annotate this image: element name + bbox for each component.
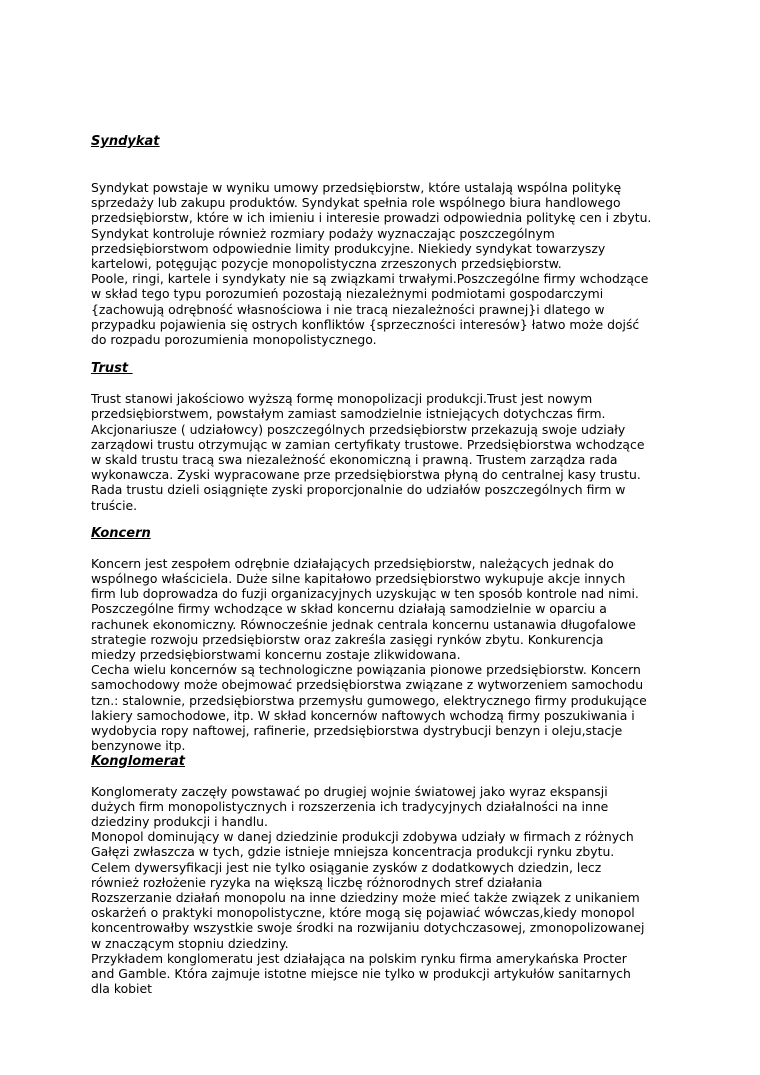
heading-syndykat: Syndykat bbox=[91, 134, 160, 149]
heading-trust: Trust bbox=[91, 361, 133, 377]
paragraph-koncern: Koncern jest zespołem odrębnie działających przedsiębiorstw, należących jednak do wspólnego właściciela. Duże silne kapitałowo przedsiębiorstwo wykupuje akcje innych firm lub doprowadza do fuzji organizacyjnych uzyskując w ten sposób kontrole nad nimi. Poszczególne firmy wchodzące w skład koncernu działają samodzielnie w oparciu a rachunek ekonomiczny. Równocześnie jednak centrala koncernu ustanawia długofalowe strategie rozwoju przedsiębiorstw oraz zakreśla zasięgi rynków zbytu. Konkurencja miedzy przedsiębiorstwami koncernu zostaje zlikwidowana. Cecha wielu koncernów są technologiczne powiązania pionowe przedsiębiorstw. Koncern samochodowy może obejmować przedsiębiorstwa związane z wytworzeniem samochodu tzn.: stalownie, przedsiębiorstwa przemysłu gumowego, elektrycznego firmy produkujące lakiery samochodowe, itp. W skład koncernów naftowych wchodzą firmy poszukiwania i wydobycia ropy naftowej, rafinerie, przedsiębiorstwa dystrybucji benzyn i oleju,stacje benzynowe itp. bbox=[91, 555, 647, 754]
heading-konglomerat: Konglomerat bbox=[91, 753, 186, 769]
heading-koncern: Koncern bbox=[91, 525, 151, 541]
document-page bbox=[91, 134, 681, 996]
paragraph-trust: Trust stanowi jakościowo wyższą formę monopolizacji produkcji.Trust jest nowym przedsiębiorstwem, powstałym zamiast samodzielnie istniejących dotychczas firm. Akcjonariusze ( udziałowcy) poszczególnych przedsiębiorstw przekazują swoje udziały zarządowi trustu otrzymując w zamian certyfikaty trustowe. Przedsiębiorstwa wchodzące w skald trustu tracą swa niezależność ekonomiczną i prawną. Trustem zarządza rada wykonawcza. Zyski wypracowane prze przedsiębiorstwa płyną do centralnej kasy trustu. Rada trustu dzieli osiągnięte zyski proporcjonalnie do udziałów poszczególnych firm w truście. bbox=[91, 391, 645, 513]
paragraph-konglomerat: Konglomeraty zaczęły powstawać po drugiej wojnie światowej jako wyraz ekspansji dużych firm monopolistycznych i rozszerzenia ich tradycyjnych działalności na inne dziedziny produkcji i handlu. Monopol dominujący w danej dziedzinie produkcji zdobywa udziały w firmach z różnych Gałęzi zwłaszcza w tych, gdzie istnieje mniejsza koncentracja produkcji rynku zbytu. Celem dywersyfikacji jest nie tylko osiąganie zysków z dodatkowych dziedzin, lecz również rozłożenie ryzyka na większą liczbę różnorodnych stref działania Rozszerzanie działań monopolu na inne dziedziny może mieć także związek z unikaniem oskarżeń o praktyki monopolistyczne, które mogą się pojawiać wówczas,kiedy monopol koncentrowałby wszystkie swoje środki na rozwijaniu dotychczasowej, zmonopolizowanej w znaczącym stopniu dziedziny. Przykładem konglomeratu jest działająca na polskim rynku firma amerykańska Procter and Gamble. Która zajmuje istotne miejsce nie tylko w produkcji artykułów sanitarnych dla kobiet bbox=[91, 783, 645, 997]
paragraph-syndykat: Syndykat powstaje w wyniku umowy przedsiębiorstw, które ustalają wspólna politykę sprzedaży lub zakupu produktów. Syndykat spełnia role wspólnego biura handlowego przedsiębiorstw, które w ich imieniu i interesie prowadzi odpowiednia politykę cen i zbytu. Syndykat kontroluje również rozmiary podaży wyznaczając poszczególnym przedsiębiorstwom odpowiednie limity produkcyjne. Niekiedy syndykat towarzyszy kartelowi, potęgując pozycje monopolistyczna zrzeszonych przedsiębiorstw. Poole, ringi, kartele i syndykaty nie są związkami trwałymi.Poszczególne firmy wchodzące w skład tego typu porozumień pozostają niezależnymi podmiotami gospodarczymi {zachowują odrębność własnościowa i nie tracą niezależności prawnej}i dlatego w przypadku pojawienia się ostrych konfliktów {sprzeczności interesów} łatwo może dojść do rozpadu porozumienia monopolistycznego. bbox=[91, 180, 652, 348]
